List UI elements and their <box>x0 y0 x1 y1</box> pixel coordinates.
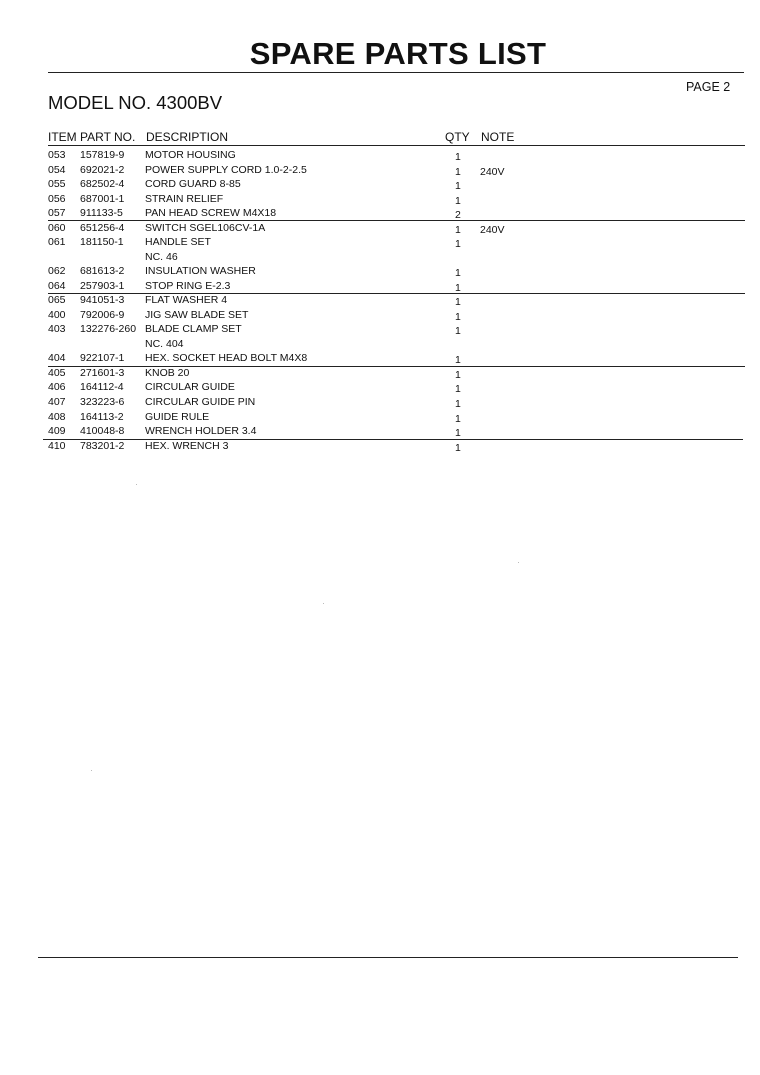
part-number: 257903-1 <box>80 280 125 292</box>
part-description: WRENCH HOLDER 3.4 <box>145 425 257 437</box>
part-number: 911133-5 <box>80 207 123 219</box>
quantity: 1 <box>455 195 461 207</box>
table-row <box>0 396 760 411</box>
quantity: 1 <box>455 282 461 294</box>
item-number: 400 <box>48 309 66 321</box>
table-row <box>0 425 760 440</box>
header-description: DESCRIPTION <box>146 130 229 144</box>
part-description: CORD GUARD 8-85 <box>145 178 241 190</box>
group-divider <box>48 293 745 294</box>
scan-speck <box>136 484 137 485</box>
table-row <box>0 352 760 367</box>
item-number: 064 <box>48 280 66 292</box>
group-divider <box>43 439 743 440</box>
table-row <box>0 294 760 309</box>
part-description: PAN HEAD SCREW M4X18 <box>145 207 277 219</box>
part-number: 164112-4 <box>80 381 124 393</box>
table-row <box>0 222 760 237</box>
part-number: 271601-3 <box>80 367 125 379</box>
item-number: 408 <box>48 411 66 423</box>
item-number: 065 <box>48 294 66 306</box>
quantity: 1 <box>455 166 461 178</box>
item-number: 061 <box>48 236 66 248</box>
item-number: 057 <box>48 207 66 219</box>
part-description: CIRCULAR GUIDE <box>145 381 235 393</box>
part-number: 323223-6 <box>80 396 125 408</box>
note: 240V <box>480 224 505 236</box>
scan-speck <box>323 603 324 604</box>
quantity: 1 <box>455 383 461 395</box>
quantity: 1 <box>455 311 461 323</box>
group-divider <box>48 220 745 221</box>
part-description: BLADE CLAMP SET <box>145 323 242 335</box>
item-number: 054 <box>48 164 66 176</box>
quantity: 1 <box>455 180 461 192</box>
part-description: HANDLE SET <box>145 236 211 248</box>
scan-speck <box>518 562 519 563</box>
part-description: POWER SUPPLY CORD 1.0-2-2.5 <box>145 164 307 176</box>
part-number: 132276-260 <box>80 323 137 335</box>
part-description: GUIDE RULE <box>145 411 210 423</box>
page-number: PAGE 2 <box>686 80 731 94</box>
part-description: INSULATION WASHER <box>145 265 256 277</box>
part-number: 792006-9 <box>80 309 125 321</box>
part-number: 687001-1 <box>80 193 125 205</box>
table-row <box>0 164 760 179</box>
part-number: 157819-9 <box>80 149 125 161</box>
part-number: 783201-2 <box>80 440 125 452</box>
quantity: 1 <box>455 325 461 337</box>
header-qty: QTY <box>445 130 470 144</box>
table-row <box>0 251 760 266</box>
part-description: KNOB 20 <box>145 367 190 379</box>
part-description: FLAT WASHER 4 <box>145 294 228 306</box>
quantity: 1 <box>455 398 461 410</box>
item-number: 055 <box>48 178 66 190</box>
part-number: 922107-1 <box>80 352 125 364</box>
item-number: 056 <box>48 193 66 205</box>
note: 240V <box>480 166 505 178</box>
quantity: 1 <box>455 267 461 279</box>
part-description: HEX. WRENCH 3 <box>145 440 229 452</box>
part-number: 651256-4 <box>80 222 125 234</box>
header-item: ITEM <box>48 130 77 144</box>
scan-speck <box>91 770 92 771</box>
quantity: 1 <box>455 369 461 381</box>
header-note: NOTE <box>481 130 515 144</box>
table-row <box>0 149 760 164</box>
quantity: 1 <box>455 224 461 236</box>
header-part-no: PART NO. <box>80 130 136 144</box>
item-number: 403 <box>48 323 66 335</box>
quantity: 1 <box>455 427 461 439</box>
part-number: 692021-2 <box>80 164 125 176</box>
table-row <box>0 411 760 426</box>
part-number: 164113-2 <box>80 411 124 423</box>
part-number: 682502-4 <box>80 178 125 190</box>
part-description: STRAIN RELIEF <box>145 193 224 205</box>
table-row <box>0 367 760 382</box>
quantity: 1 <box>455 238 461 250</box>
item-number: 404 <box>48 352 66 364</box>
footer-divider <box>38 957 738 958</box>
table-row <box>0 309 760 324</box>
page-title: SPARE PARTS LIST <box>249 36 547 71</box>
item-number: 062 <box>48 265 66 277</box>
quantity: 1 <box>455 354 461 366</box>
table-row <box>0 236 760 251</box>
part-description: SWITCH SGEL106CV-1A <box>145 222 266 234</box>
item-number: 406 <box>48 381 66 393</box>
table-row <box>0 193 760 208</box>
quantity: 2 <box>455 209 461 221</box>
table-row <box>0 323 760 338</box>
item-number: 053 <box>48 149 66 161</box>
model-number: MODEL NO. 4300BV <box>48 92 223 113</box>
item-number: 410 <box>48 440 66 452</box>
table-row <box>0 440 760 455</box>
quantity: 1 <box>455 151 461 163</box>
part-description: STOP RING E-2.3 <box>145 280 231 292</box>
title-divider <box>48 72 744 73</box>
header-divider <box>48 145 745 146</box>
item-number: 407 <box>48 396 66 408</box>
part-number: 410048-8 <box>80 425 125 437</box>
part-description: NC. 46 <box>145 251 178 263</box>
part-description: JIG SAW BLADE SET <box>145 309 249 321</box>
part-number: 941051-3 <box>80 294 125 306</box>
quantity: 1 <box>455 442 461 454</box>
item-number: 409 <box>48 425 66 437</box>
part-number: 181150-1 <box>80 236 124 248</box>
quantity: 1 <box>455 413 461 425</box>
table-row <box>0 265 760 280</box>
table-row <box>0 178 760 193</box>
part-description: HEX. SOCKET HEAD BOLT M4X8 <box>145 352 308 364</box>
part-description: CIRCULAR GUIDE PIN <box>145 396 256 408</box>
table-row <box>0 338 760 353</box>
part-description: NC. 404 <box>145 338 184 350</box>
part-number: 681613-2 <box>80 265 125 277</box>
quantity: 1 <box>455 296 461 308</box>
table-row <box>0 381 760 396</box>
item-number: 060 <box>48 222 66 234</box>
group-divider <box>48 366 745 367</box>
part-description: MOTOR HOUSING <box>145 149 236 161</box>
item-number: 405 <box>48 367 66 379</box>
